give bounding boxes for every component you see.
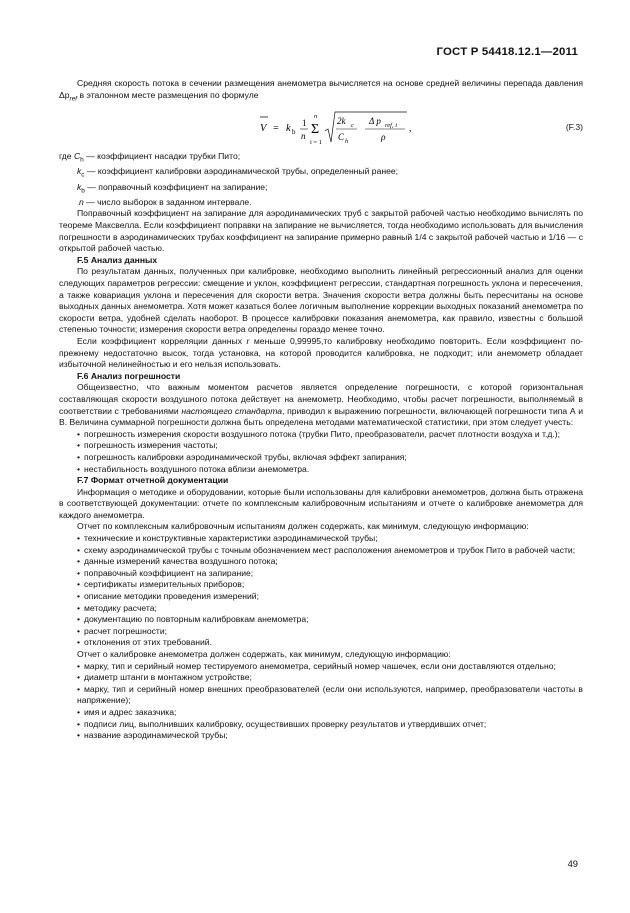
list-item: • данные измерений качества воздушного потока; bbox=[77, 556, 278, 567]
definition-kb: $k_b$ — поправочный коэффициент на запирание; bbox=[77, 181, 268, 195]
definitions bbox=[59, 151, 583, 209]
formula-kb-sub: b bbox=[292, 127, 296, 136]
sum-bottom: i = 1 bbox=[310, 138, 322, 146]
list-item: • технические и конструктивные характеристики аэродинамической трубы; bbox=[77, 533, 378, 544]
list-item: • диаметр штанги в монтажном устройстве; bbox=[77, 672, 252, 683]
formula-den1-sub: h bbox=[345, 137, 349, 145]
formula-f3 bbox=[59, 109, 583, 149]
list-item: • сертификаты измерительных приборов; bbox=[77, 579, 245, 590]
list-item: • погрешность калибровки аэродинамической трубы, включая эффект запирания; bbox=[77, 451, 407, 462]
formula-delta-sub: ref, i bbox=[385, 121, 398, 129]
standard-header: ГОСТ Р 54418.12.1—2011 bbox=[436, 46, 578, 58]
f7-paragraph-1: Информация о методике и оборудовании, которые были использованы для калибровки анемометров, должна быть отражена в соответствующей документации: отчете по комплексным калибровочным испытаниям и отчете о калибровке анемометра для каждого анемометра. bbox=[59, 486, 583, 520]
f5-paragraph-1: По результатам данных, полученных при калибровке, необходимо выполнить линейный регрессионный анализ для оценки следующих параметров регрессии: смещение и уклон, коэффициент регрессии, стандартная погрешность уклона и пересечения, а также ковариация уклона и пересечения для скорости ветра. Значения скорости ветра должны быть пересчитаны на основе выходных данных анемометра. Хотя может казаться более логичным выполнение коррекции выходных показаний анемометра по скорости ветра, удобней сделать наоборот. В процессе калибровки показания анемометра, как правило, известны с большой степенью точности; измерения скорости ветра определены гораздо менее точно. bbox=[59, 266, 583, 335]
f7-paragraph-3: Отчет о калибровке анемометра должен содержать, как минимум, следующую информацию: bbox=[77, 649, 451, 659]
definition-kc: $k_c$ — коэффициент калибровки аэродинамической трубы, определенный ранее; bbox=[77, 166, 399, 179]
list-item: • отклонения от этих требований. bbox=[77, 637, 212, 648]
list-item: • название аэродинамической трубы; bbox=[77, 730, 228, 741]
formula-num-sub: c bbox=[351, 121, 354, 129]
list-item: • поправочный коэффициент на запирание; bbox=[77, 567, 254, 578]
blockage-paragraph: Поправочный коэффициент на запирание для аэродинамических труб с закрытой рабочей частью необходимо вычислять по теореме Максвелла. Если коэффициент поправки на запирание не вычисляется, тогда необходимо использовать для вычисления погрешности в аэродинамических трубах коэффициент на запирание примерно равный 1/4 с закрытой рабочей частью и 1/16 — с открытой рабочей частью. bbox=[59, 208, 583, 254]
intro-subscript: ref bbox=[69, 95, 78, 103]
list-item: • погрешность измерения скорости воздушного потока (трубки Пито, преобразователи, расчет плотности воздуха и т.д.); bbox=[77, 428, 561, 439]
list-item: • подписи лиц, выполнивших калибровку, осуществивших проверку результатов и утвердивших отчет; bbox=[77, 718, 487, 729]
intro-text-2: в эталонном месте размещения по формуле bbox=[77, 89, 259, 100]
list-item: • марку, тип и серийный номер внешних преобразователей (если они используются, например, преобразователи частоты в напряжение); bbox=[77, 683, 583, 706]
formula-eq: = bbox=[273, 122, 279, 134]
f6-heading: F.6 Анализ погрешности bbox=[77, 370, 181, 381]
list-item: • документацию по повторным калибровкам анемометра; bbox=[77, 614, 309, 625]
list-item: • расчет погрешности; bbox=[77, 625, 168, 636]
list-item: • марку, тип и серийный номер тестируемого анемометра, серийный номер чашечек, если они доставляются отдельно; bbox=[77, 660, 556, 671]
intro-paragraph bbox=[59, 78, 583, 105]
formula-graphic bbox=[59, 109, 583, 149]
f7-paragraph-2: Отчет по комплексным калибровочным испытаниям должен содержать, как минимум, следующую информацию: bbox=[77, 521, 529, 532]
list-item: • схему аэродинамической трубы с точным обозначением мест расположения анемометров и трубок Пито в рабочей части; bbox=[77, 544, 576, 555]
list-item: • имя и адрес заказчика; bbox=[77, 706, 177, 717]
formula-num: 2k bbox=[337, 115, 346, 126]
page-number: 49 bbox=[567, 858, 578, 869]
formula-kb: k bbox=[286, 122, 291, 134]
formula-number: (F.3) bbox=[565, 121, 583, 132]
definition-n: n — число выборок в заданном интервале. bbox=[79, 196, 252, 207]
f5-paragraph-2: Если коэффициент корреляции данных r меньше 0,99995,то калибровку необходимо повторить. Если коэффициент по-прежнему недостаточно высок, тогда установка, на которой проводится калибровка, не подходит; или анемометр обладает избыточной нелинейностью и его нельзя использовать. bbox=[59, 335, 583, 370]
list-item: • методику расчета; bbox=[77, 602, 157, 613]
list-item: • описание методики проведения измерений; bbox=[77, 591, 259, 602]
definition-ch: где $C_h$ — коэффициент насадки трубки Пито; bbox=[59, 150, 241, 164]
formula-comma: , bbox=[409, 122, 412, 134]
formula-den1: C bbox=[338, 131, 345, 142]
formula-den2: ρ bbox=[381, 132, 386, 143]
list-item: • погрешность измерения частоты; bbox=[77, 440, 218, 451]
formula-one: 1 bbox=[302, 117, 307, 128]
formula-lhs: V bbox=[260, 122, 267, 134]
formula-n: n bbox=[301, 130, 306, 141]
formula-delta: Δ p bbox=[369, 115, 381, 126]
sum-top: n bbox=[314, 112, 318, 120]
document-body bbox=[59, 78, 583, 742]
list-item: • нестабильность воздушного потока вблизи анемометра. bbox=[77, 463, 310, 474]
f5-heading: F.5 Анализ данных bbox=[77, 254, 158, 265]
f6-paragraph-1: Общеизвестно, что важным моментом расчетов является определение погрешности, с которой горизонтальная составляющая скорости воздушного потока действует на анемометр. Необходимо, чтобы расчет погрешности, выполняемый в соответствии с требованиями настоящего стандарта, приводил к выражению погрешности, включающей погрешности типа А и В. Величина суммарной погрешности должна быть определена методами математической статистики, при этом следует учесть: bbox=[59, 382, 584, 428]
intro-text: Средняя скорость потока в сечении размещения анемометра вычисляется на основе средней величины перепада давления Δp bbox=[59, 78, 583, 100]
f7-heading: F.7 Формат отчетной документации bbox=[77, 475, 229, 486]
sum-sign: Σ bbox=[311, 121, 320, 137]
